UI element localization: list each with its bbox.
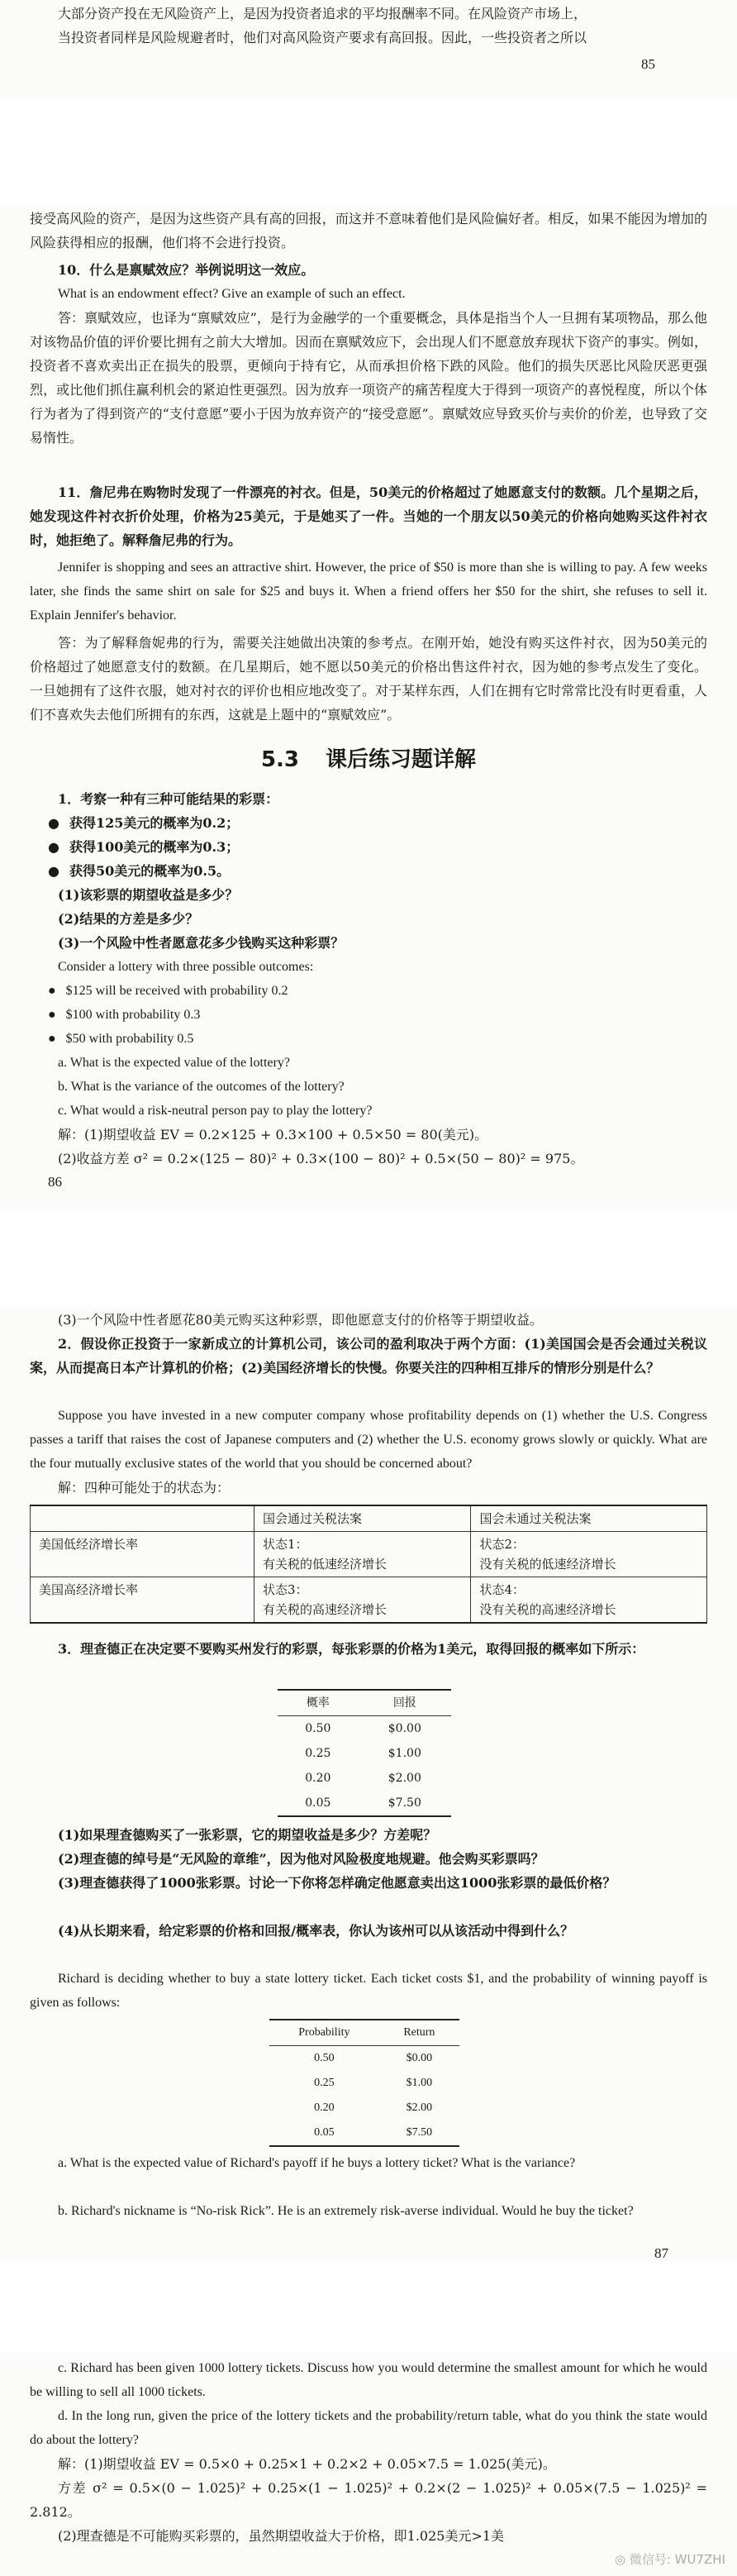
table-corner-cell [31, 1505, 254, 1532]
state-label: 状态2： [479, 1537, 525, 1552]
table-cell: $2.00 [406, 2101, 433, 2114]
exercise-2-solution: 解：四种可能处于的状态为： [58, 1480, 231, 1496]
section-heading [0, 742, 737, 773]
text-line: 当投资者同样是风险规避者时，他们对高风险资产要求有高回报。因此，一些投资者之所以 [58, 30, 587, 45]
exercise-1-bullet-en: ● $125 will be received with probability 0.2 [48, 979, 288, 1003]
page-85 [0, 0, 737, 99]
exercise-1-solution-2: (2)收益方差 σ² = 0.2×(125 − 80)² + 0.3×(100 − 80)² + 0.5×(50 − 80)² = 975。 [58, 1151, 584, 1166]
exercise-3-part-zh: (1)如果理查德购买了一张彩票，它的期望收益是多少？方差呢？ [58, 1827, 437, 1843]
watermark-text: 微信号: WU7ZHI [629, 2552, 725, 2567]
exercise-3-solution-2: 方差 σ² = 0.5×(0 − 1.025)² + 0.25×(1 − 1.025)² + 0.2×(2 − 1.025)² + 0.05×(7.5 − 1.025)² = 2.812。 [30, 2480, 707, 2520]
table-cell: $1.00 [406, 2077, 433, 2089]
page-number: 85 [641, 56, 655, 72]
table-row [269, 2046, 459, 2072]
table-cell: $7.50 [388, 1796, 421, 1810]
exercise-3-solution-partial: (2)理查德是不可能购买彩票的，虽然期望收益大于价格，即1.025美元>1美 [58, 2528, 505, 2544]
table-row-label: 美国高经济增长率 [31, 1577, 254, 1624]
page-86 [0, 205, 737, 1209]
state-desc: 有关税的高速经济增长 [263, 1602, 388, 1617]
table-row [269, 2071, 459, 2096]
table-row [278, 1716, 451, 1742]
table-cell: 0.25 [314, 2077, 335, 2089]
exercise-1-part-en: c. What would a risk-neutral person pay to play the lottery? [58, 1104, 373, 1118]
state-label: 状态3： [263, 1582, 308, 1597]
table-cell [254, 1532, 471, 1577]
table-header-cell: Return [379, 2020, 459, 2046]
question-11-en: Jennifer is shopping and sees an attractive shirt. However, the price of $50 is more than she is willing to pay. A few weeks later, she finds the same shirt on sale for $25 and buys it. When a friend offers her $50 for the shirt, she refuses to sell it. Explain Jennifer's behavior. [30, 561, 707, 623]
exercise-3-part-en: a. What is the expected value of Richard's payoff if he buys a lottery ticket? What is the variance? [58, 2156, 576, 2170]
page-number: 87 [654, 2245, 668, 2260]
exercise-1-bullet-zh: ● 获得125美元的概率为0.2； [48, 811, 239, 835]
table-row [31, 1577, 707, 1624]
exercise-1-solution-3: (3)一个风险中性者愿花80美元购买这种彩票，即他愿意支付的价格等于期望收益。 [58, 1312, 544, 1328]
page-87 [0, 1306, 737, 2260]
exercise-3-part-en: d. In the long run, given the price of the lottery tickets and the probability/return table, what do you think the state would do about the lottery? [30, 2409, 707, 2447]
answer-10: 答：禀赋效应，也译为“禀赋效应”，是行为金融学的一个重要概念，具体是指当个人一旦拥有某项物品，那么他对该物品价值的评价要比拥有之前大大增加。因而在禀赋效应下，会出现人们不愿意放弃现状下资产的事实。例如，投资者不喜欢卖出正在损失的股票，更倾向于持有它，从而承担价格下跌的风险。他们的损失厌恶比风险厌恶更强烈，或比他们抓住赢利机会的紧迫性更强烈。因为放弃一项资产的痛苦程度大于得到一项资产的喜悦程度，所以个体行为者为了得到资产的“支付意愿”要小于因为放弃资产的“接受意愿”。禀赋效应导致买价与卖价的价差，也导致了交易惰性。 [30, 310, 707, 446]
exercise-1-solution-1: 解：(1)期望收益 EV = 0.2×125 + 0.3×100 + 0.5×50 = 80(美元)。 [58, 1127, 488, 1143]
section-title: 课后练习题详解 [326, 747, 477, 772]
table-cell: 0.20 [314, 2101, 335, 2114]
wechat-icon: ◎ [614, 2552, 630, 2567]
state-desc: 没有关税的高速经济增长 [479, 1602, 616, 1617]
table-cell: 0.25 [305, 1747, 331, 1760]
exercise-3-part-en: c. Richard has been given 1000 lottery tickets. Discuss how you would determine the smallest amount for which he would be willing to sell all 1000 tickets. [30, 2361, 707, 2399]
page-gap [0, 99, 737, 205]
table-cell [471, 1577, 707, 1624]
state-label: 状态1： [263, 1537, 308, 1552]
exercise-1-bullet-en: ● $50 with probability 0.5 [48, 1027, 193, 1051]
exercise-3-part-zh: (3)理查德获得了1000张彩票。讨论一下你将怎样确定他愿意卖出这1000张彩票的最低价格？ [58, 1875, 616, 1891]
question-11-zh: 11．詹尼弗在购物时发现了一件漂亮的衬衣。但是，50美元的价格超过了她愿意支付的数额。几个星期之后，她发现这件衬衣折价处理，价格为25美元，于是她买了一件。当她的一个朋友以50美元的价格向她购买这件衬衣时，她拒绝了。解释詹尼弗的行为。 [30, 484, 707, 548]
table-cell [254, 1577, 471, 1624]
table-cell: $1.00 [388, 1747, 421, 1760]
table-row [269, 2120, 459, 2146]
table-cell: $0.00 [388, 1722, 421, 1735]
exercise-1-bullet-zh: ● 获得100美元的概率为0.3； [48, 835, 239, 859]
table-cell: 0.50 [305, 1722, 331, 1735]
table-header-cell: 回报 [359, 1690, 451, 1716]
table-cell: 0.20 [305, 1772, 331, 1785]
exercise-1-part-en: b. What is the variance of the outcomes of the lottery? [58, 1080, 345, 1094]
table-row [278, 1791, 451, 1816]
table-header-cell: 概率 [278, 1690, 359, 1716]
exercise-3-part-en: b. Richard's nickname is “No-risk Rick”. He is an extremely risk-averse individual. Would he buy the ticket? [58, 2204, 634, 2218]
text-line: 大部分资产投在无风险资产上，是因为投资者追求的平均报酬率不同。在风险资产市场上， [58, 6, 587, 21]
exercise-3-solution-1: 解：(1)期望收益 EV = 0.5×0 + 0.25×1 + 0.2×2 + 0.05×7.5 = 1.025(美元)。 [58, 2456, 556, 2472]
probability-table-zh [278, 1689, 451, 1817]
question-10-zh: 10．什么是禀赋效应？举例说明这一效应。 [58, 262, 315, 278]
exercise-1-intro-zh: 1．考察一种有三种可能结果的彩票： [58, 791, 279, 807]
exercise-3-part-zh: (4)从长期来看，给定彩票的价格和回报/概率表，你认为该州可以从该活动中得到什么？ [58, 1923, 574, 1939]
watermark [615, 2550, 725, 2568]
table-row [31, 1532, 707, 1577]
exercise-1-part-zh: (1)该彩票的期望收益是多少？ [58, 887, 239, 903]
exercise-2-en: Suppose you have invested in a new computer company whose profitability depends on (1) whether the U.S. Congress passes a tariff that raises the cost of Japanese computers and (2) whether the U.S. economy grows slowly or quickly. What are the four mutually exclusive states of the world that you should be concerned about? [30, 1409, 707, 1471]
table-cell: 0.50 [314, 2052, 335, 2064]
state-desc: 没有关税的低速经济增长 [479, 1557, 616, 1572]
exercise-1-bullet-en: ● $100 with probability 0.3 [48, 1003, 200, 1027]
question-10-en: What is an endowment effect? Give an example of such an effect. [58, 287, 406, 301]
table-row [278, 1766, 451, 1791]
page-88 [0, 2353, 737, 2576]
exercise-3-zh: 3．理查德正在决定要不要购买州发行的彩票，每张彩票的价格为1美元，取得回报的概率如下所示： [58, 1641, 645, 1657]
section-number: 5.3 [260, 747, 300, 772]
table-cell: 0.05 [305, 1796, 331, 1810]
table-header-cell: 国会未通过关税法案 [471, 1505, 707, 1532]
table-cell: $2.00 [388, 1772, 421, 1785]
exercise-1-intro-en: Consider a lottery with three possible outcomes: [58, 960, 314, 974]
exercise-1-bullet-zh: ● 获得50美元的概率为0.5。 [48, 859, 230, 883]
table-cell [471, 1532, 707, 1577]
state-desc: 有关税的低速经济增长 [263, 1557, 388, 1572]
exercise-1-part-en: a. What is the expected value of the lottery? [58, 1056, 290, 1070]
states-table [30, 1505, 707, 1624]
table-row [269, 2096, 459, 2120]
table-header-row [31, 1505, 707, 1532]
answer-11: 答：为了解释詹妮弗的行为，需要关注她做出决策的参考点。在刚开始，她没有购买这件衬衣，因为50美元的价格超过了她愿意支付的数额。在几星期后，她不愿以50美元的价格出售这件衬衣，因为她的参考点发生了变化。一旦她拥有了这件衣服，她对衬衣的评价也相应地改变了。对于某样东西，人们在拥有它时常常比没有时更看重，人们不喜欢失去他们所拥有的东西，这就是上题中的“禀赋效应”。 [30, 635, 707, 723]
exercise-1-part-zh: (3)一个风险中性者愿意花多少钱购买这种彩票？ [58, 935, 345, 951]
table-cell: 0.05 [314, 2126, 335, 2139]
page-gap [0, 1209, 737, 1306]
exercise-3-part-zh: (2)理查德的绰号是“无风险的章维”，因为他对风险极度地规避。他会购买彩票吗？ [58, 1851, 544, 1867]
page-gap [0, 2260, 737, 2353]
table-cell: $7.50 [406, 2126, 433, 2139]
exercise-2-zh: 2．假设你正投资于一家新成立的计算机公司，该公司的盈利取决于两个方面：(1)美国国会是否会通过关税议案，从而提高日本产计算机的价格；(2)美国经济增长的快慢。你要关注的四种相互排斥的情形分别是什么？ [30, 1336, 707, 1376]
table-row-label: 美国低经济增长率 [31, 1532, 254, 1577]
page-number: 86 [48, 1174, 62, 1190]
table-header-cell: 国会通过关税法案 [254, 1505, 471, 1532]
table-row [278, 1741, 451, 1766]
paragraph-top [30, 2, 707, 50]
paragraph-continuation: 接受高风险的资产，是因为这些资产具有高的回报，而这并不意味着他们是风险偏好者。相反，如果不能因为增加的风险获得相应的报酬，他们将不会进行投资。 [30, 211, 707, 250]
probability-table-en [269, 2019, 459, 2147]
exercise-1-part-zh: (2)结果的方差是多少？ [58, 911, 199, 927]
table-header-cell: Probability [269, 2020, 379, 2046]
table-cell: $0.00 [406, 2052, 433, 2064]
exercise-3-en: Richard is deciding whether to buy a state lottery ticket. Each ticket costs $1, and the probability of winning payoff is given as follows: [30, 1972, 707, 2010]
state-label: 状态4： [479, 1582, 525, 1597]
